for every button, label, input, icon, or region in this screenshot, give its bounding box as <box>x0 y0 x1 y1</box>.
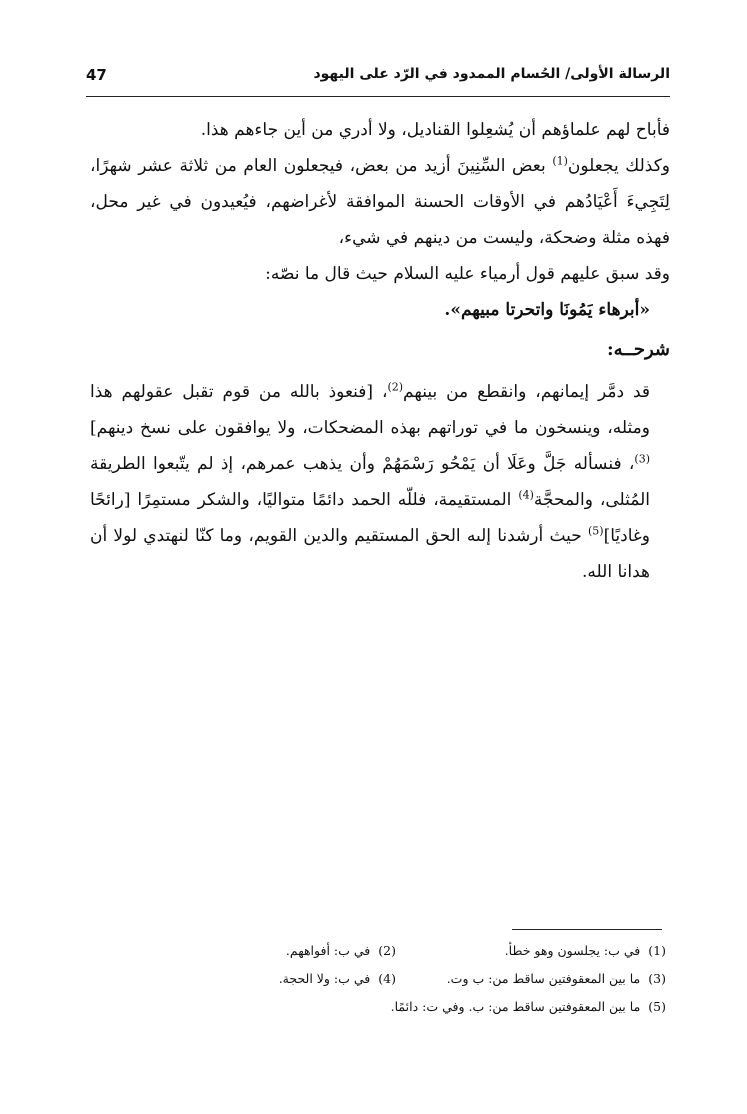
paragraph-4-part-d: المستقيمة، فللّه الحمد دائمًا متواليًا، والشكر مستمِرًا [رائحًا وغاديًا] <box>90 490 650 546</box>
footnote-ref-5: (5) <box>588 524 604 538</box>
header-divider <box>86 96 670 97</box>
section-heading: شرحــه: <box>607 339 670 360</box>
footnote-row <box>170 993 666 1021</box>
paragraph-2-part-b: بعض السِّنِينَ أزيد من بعض، فيجعلون العام من ثلاثة عشر شهرًا، لِتَجِيءَ أَعْيَادُهم في الأوقات الحسنة الموافقة لأغراضهم، فيُعيدون في غير محل، فهذه مثلة وضحكة، وليست من دينهم في شيء، <box>90 156 670 248</box>
paragraph-4-part-a: قد دمَّر إيمانهم، وانقطع من بينهم <box>403 382 650 402</box>
footnote-4 <box>279 965 396 993</box>
footnote-divider <box>512 929 662 930</box>
footnote-3 <box>396 965 666 993</box>
footnote-ref-1: (1) <box>552 154 568 168</box>
footnote-2 <box>286 937 396 965</box>
footnote-ref-4: (4) <box>518 488 534 502</box>
footnote-number: (1) <box>648 943 666 958</box>
footnote-ref-2: (2) <box>387 380 404 394</box>
footnote-1 <box>396 937 666 965</box>
paragraph-2 <box>90 148 670 256</box>
footnote-row <box>170 937 666 965</box>
footnote-ref-3: (3) <box>634 452 650 466</box>
running-header <box>86 66 670 96</box>
footnote-text: ما بين المعقوفتين ساقط من: ب. وفي ت: دائمًا. <box>390 999 641 1014</box>
footnotes <box>170 937 666 1021</box>
footnote-text: في ب: يجلسون وهو خطأ. <box>504 943 641 958</box>
paragraph-4-part-c: ، فنسأله جَلَّ وعَلَا أن يَمْحُو رَسْمَهُمْ وأن يذهب عمرهم، إذ لم يتّبعوا الطريقة المُثلى، والمحجَّة <box>90 454 650 510</box>
paragraph-4-part-b: ، [فنعوذ بالله من قوم تقبل عقولهم هذا ومثله، وينسخون ما في توراتهم بهذه المضحكات، ولا يوافقون على نسخ دينهم] <box>90 382 650 438</box>
footnote-text: ما بين المعقوفتين ساقط من: ب وت. <box>446 971 641 986</box>
footnote-text: في ب: أفواههم. <box>285 943 371 958</box>
header-title: الرسالة الأولى/ الحُسام الممدود في الرّد على اليهود <box>313 66 670 82</box>
main-text <box>90 112 670 590</box>
paragraph-2-part-a: وكذلك يجعلون <box>567 156 670 176</box>
paragraph-4-part-e: حيث أرشدنا إلىه الحق المستقيم والدين القويم، وما كنّا لنهتدي لولا أن هدانا الله. <box>90 526 650 582</box>
page-number: 47 <box>86 66 107 84</box>
footnote-number: (5) <box>648 999 666 1014</box>
quoted-verse: «أبرهاء يَمُونَا واتحرتا مبيهم». <box>444 300 650 320</box>
footnote-number: (3) <box>648 971 666 986</box>
footnote-number: (4) <box>378 971 396 986</box>
paragraph-4 <box>90 374 670 590</box>
paragraph-3: وقد سبق عليهم قول أرمياء عليه السلام حيث قال ما نصّه: <box>265 264 670 284</box>
paragraph-1: فأباح لهم علماؤهم أن يُشعِلوا القناديل، ولا أدري من أين جاءهم هذا. <box>200 120 670 140</box>
footnote-row <box>170 965 666 993</box>
footnote-number: (2) <box>378 943 396 958</box>
footnote-text: في ب: ولا الحجة. <box>278 971 371 986</box>
footnote-5 <box>390 993 666 1021</box>
